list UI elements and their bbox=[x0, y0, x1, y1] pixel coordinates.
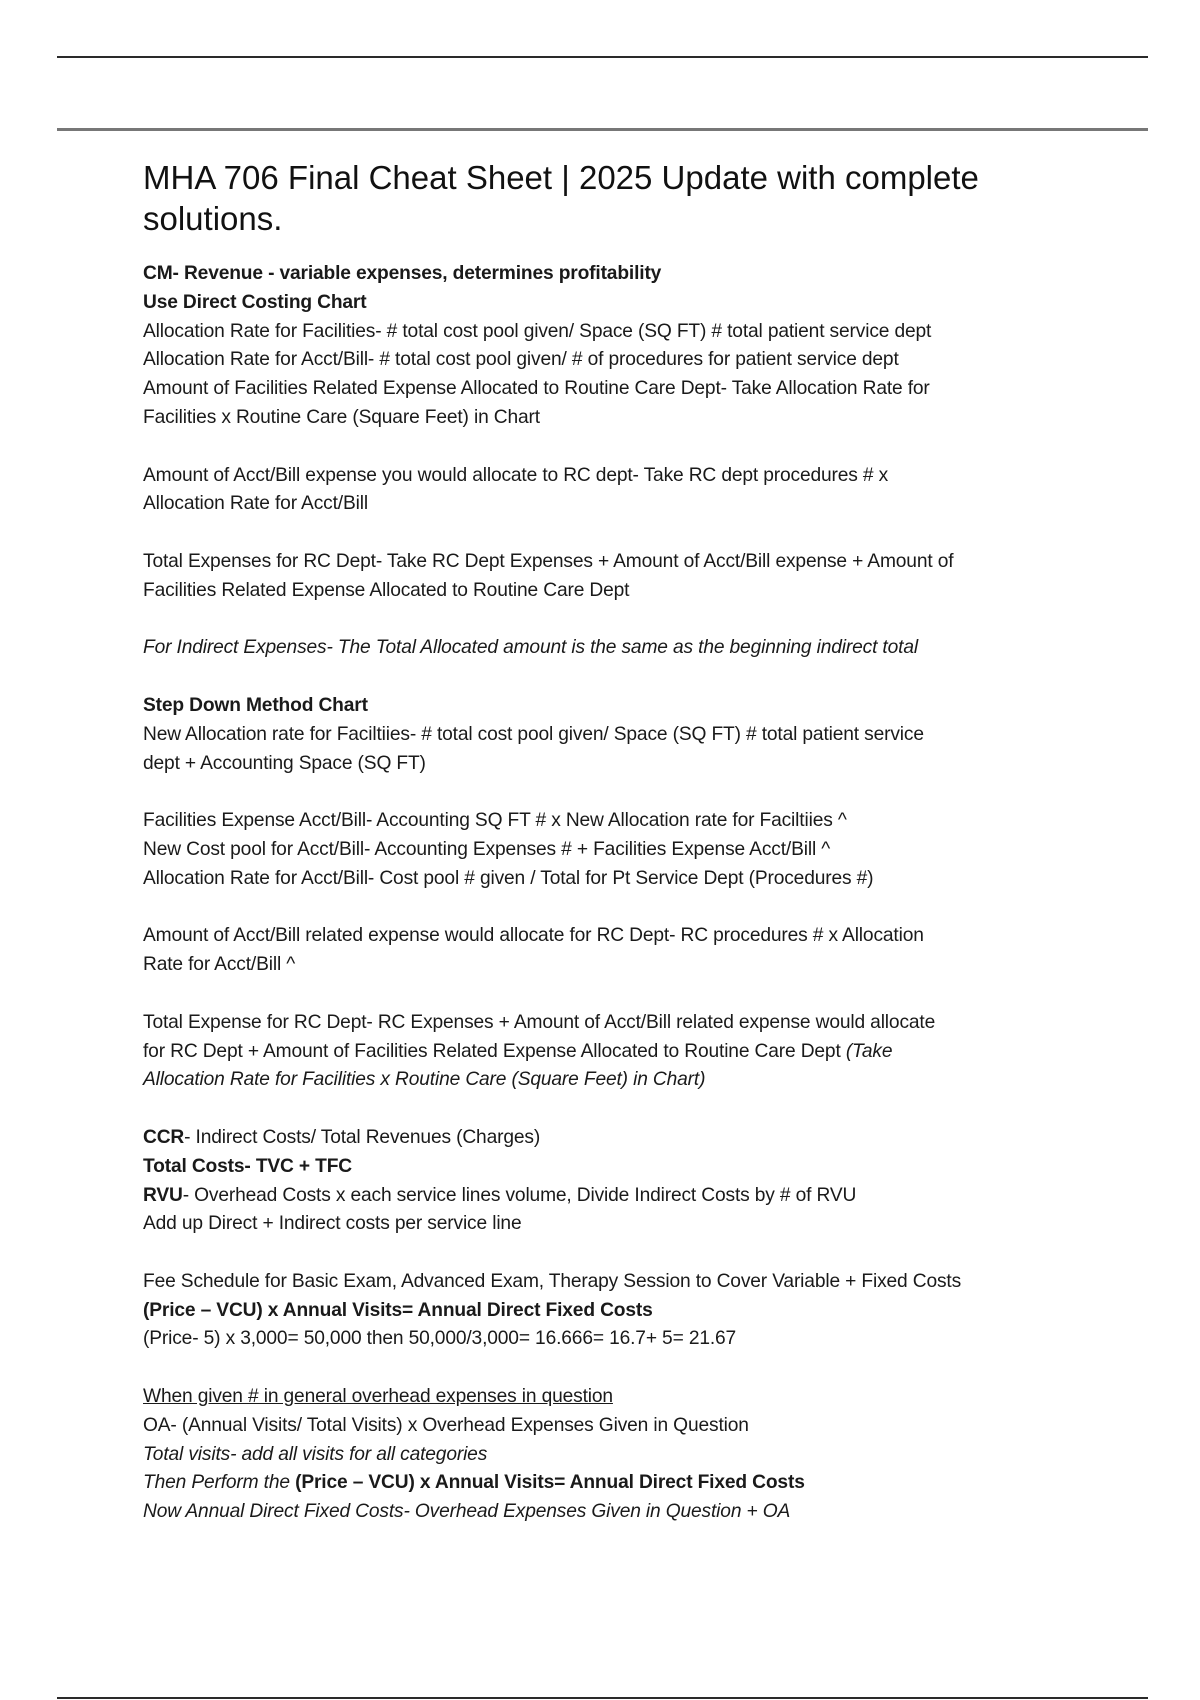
title-line-1: MHA 706 Final Cheat Sheet | 2025 Update with complete bbox=[143, 159, 979, 196]
add-up-line: Add up Direct + Indirect costs per service line bbox=[143, 1213, 522, 1235]
rvu-line: RVU- Overhead Costs x each service lines volume, Divide Indirect Costs by # of RVU bbox=[143, 1184, 857, 1206]
direct-line-1: Allocation Rate for Facilities- # total cost pool given/ Space (SQ FT) # total patient service dept bbox=[143, 320, 932, 342]
step-down-heading: Step Down Method Chart bbox=[143, 694, 368, 716]
direct-line-4: Facilities x Routine Care (Square Feet) in Chart bbox=[143, 406, 540, 428]
direct-line-7: Total Expenses for RC Dept- Take RC Dept Expenses + Amount of Acct/Bill expense + Amount of bbox=[143, 550, 954, 572]
fee-line-1: Fee Schedule for Basic Exam, Advanced Exam, Therapy Session to Cover Variable + Fixed Costs bbox=[143, 1270, 962, 1292]
step-line-2: dept + Accounting Space (SQ FT) bbox=[143, 752, 426, 774]
step-line-8: Total Expense for RC Dept- RC Expenses + Amount of Acct/Bill related expense would allocate bbox=[143, 1011, 936, 1033]
direct-line-3: Amount of Facilities Related Expense Allocated to Routine Care Dept- Take Allocation Rate for bbox=[143, 378, 930, 400]
step-line-1: New Allocation rate for Faciltiies- # total cost pool given/ Space (SQ FT) # total patient service bbox=[143, 723, 924, 745]
overhead-heading: When given # in general overhead expenses in question bbox=[143, 1386, 613, 1408]
fee-line-2: (Price – VCU) x Annual Visits= Annual Direct Fixed Costs bbox=[143, 1299, 653, 1321]
indirect-note: For Indirect Expenses- The Total Allocated amount is the same as the beginning indirect total bbox=[143, 637, 918, 659]
overhead-line-4: Now Annual Direct Fixed Costs- Overhead Expenses Given in Question + OA bbox=[143, 1501, 791, 1523]
total-costs-line: Total Costs- TVC + TFC bbox=[143, 1155, 353, 1177]
title-line-2: solutions. bbox=[143, 200, 283, 237]
overhead-line-3: Then Perform the (Price – VCU) x Annual Visits= Annual Direct Fixed Costs bbox=[143, 1472, 805, 1494]
step-line-5: Allocation Rate for Acct/Bill- Cost pool # given / Total for Pt Service Dept (Procedures #) bbox=[143, 867, 874, 889]
header-rule bbox=[57, 128, 1148, 131]
step-line-4: New Cost pool for Acct/Bill- Accounting Expenses # + Facilities Expense Acct/Bill ^ bbox=[143, 838, 831, 860]
top-rule bbox=[57, 56, 1148, 58]
direct-line-5: Amount of Acct/Bill expense you would allocate to RC dept- Take RC dept procedures # x bbox=[143, 464, 889, 486]
direct-line-6: Allocation Rate for Acct/Bill bbox=[143, 493, 368, 515]
fee-line-3: (Price- 5) x 3,000= 50,000 then 50,000/3,000= 16.666= 16.7+ 5= 21.67 bbox=[143, 1328, 737, 1350]
page-title bbox=[143, 157, 1078, 239]
step-line-6: Amount of Acct/Bill related expense would allocate for RC Dept- RC procedures # x Allocation bbox=[143, 925, 924, 947]
ccr-line: CCR- Indirect Costs/ Total Revenues (Charges) bbox=[143, 1126, 541, 1148]
direct-costing-heading: Use Direct Costing Chart bbox=[143, 291, 367, 313]
direct-line-2: Allocation Rate for Acct/Bill- # total cost pool given/ # of procedures for patient service dept bbox=[143, 349, 899, 371]
bottom-rule bbox=[57, 1697, 1148, 1699]
overhead-line-2: Total visits- add all visits for all categories bbox=[143, 1443, 488, 1465]
step-line-7: Rate for Acct/Bill ^ bbox=[143, 954, 296, 976]
cm-line: CM- Revenue - variable expenses, determines profitability bbox=[143, 263, 662, 284]
document-body bbox=[143, 157, 1078, 1527]
step-line-9: for RC Dept + Amount of Facilities Related Expense Allocated to Routine Care Dept (Take bbox=[143, 1040, 893, 1062]
overhead-line-1: OA- (Annual Visits/ Total Visits) x Overhead Expenses Given in Question bbox=[143, 1414, 749, 1436]
direct-line-8: Facilities Related Expense Allocated to Routine Care Dept bbox=[143, 579, 630, 601]
step-line-3: Facilities Expense Acct/Bill- Accounting SQ FT # x New Allocation rate for Faciltiies ^ bbox=[143, 810, 847, 832]
step-line-10: Allocation Rate for Facilities x Routine Care (Square Feet) in Chart) bbox=[143, 1069, 706, 1091]
